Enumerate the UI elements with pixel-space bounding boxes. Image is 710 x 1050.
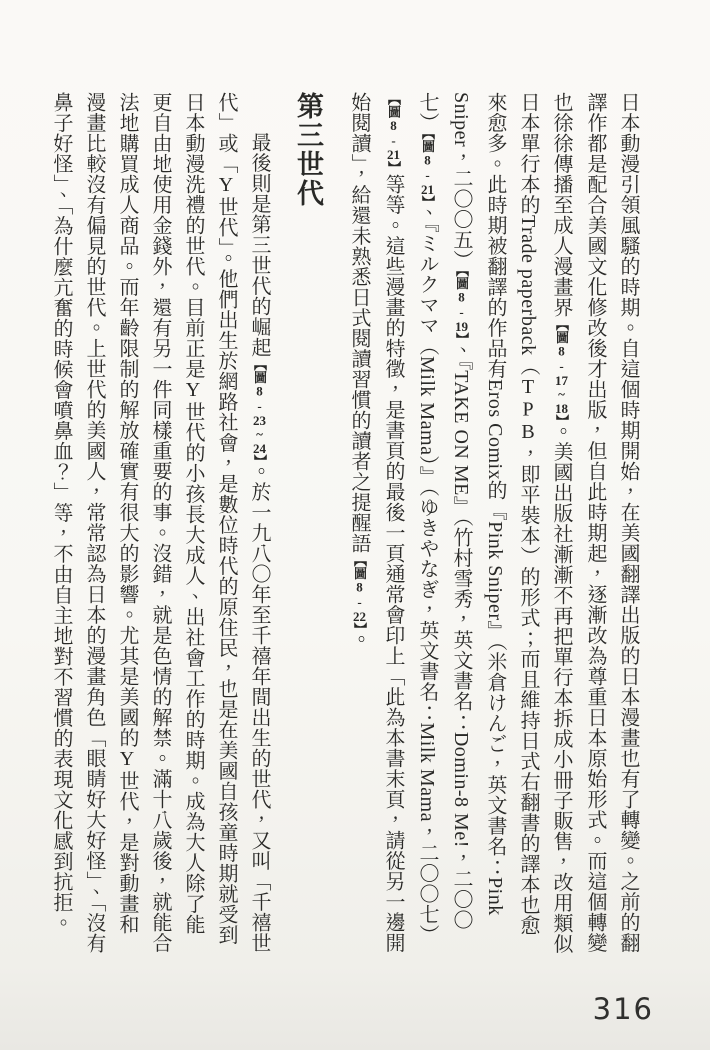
upright-latin: TPB [517,376,539,444]
figure-ref-number: 18 [555,401,568,415]
figure-ref: 【圖8-23~24】 [252,357,267,461]
page-number: 316 [592,992,654,1026]
paragraph: 日本動漫引領風騷的時期。自這個時期開始，在美國翻譯出版的日本漫畫也有了轉變。之前的翻譯作都是配合美國文化修改後才出版，但自此時期起，逐漸改為尊重日本原始形式。而這個轉變也徐徐傳播至成人漫畫界【圖8-17~18】。美國出版社漸漸不再把單行本拆成小冊子販售，改用類似日本單行本的Trade paperback（TPB，即平裝本）的形式；而且維持日式右翻書的譯本也愈來愈多。此時期被翻譯的作品有Eros Comix的『Pink Sniper』（米倉けんご，英文書名：Pink Sniper，二〇〇五）【圖8-19】、『TAKE ON ME』（竹村雪秀，英文書名：Domin-8 Me!，二〇〇七）【圖8-21】、『ミルクママ（Milk Mama）』（ゆきやなぎ，英文書名：Milk Mama，二〇〇七）【圖8-21】等等。這些漫畫的特徵，是書頁的最後一頁通常會印上「此為本書末頁，請從另一邊開始閱讀」，給還未熟悉日式閱讀習慣的讀者之提醒語【圖8-22】。 [348,92,639,954]
figure-ref: 【圖8-19】 [454,270,469,340]
figure-ref-number: 22 [353,609,366,623]
figure-ref: 【圖8-21】 [386,92,401,174]
figure-ref-number: 23 [253,413,266,427]
section-heading: 第三世代 [293,92,323,208]
figure-ref: 【圖8-22】 [352,553,367,629]
figure-ref-number: 21 [421,182,434,196]
figure-ref-number: 24 [253,441,266,455]
figure-ref-number: 19 [455,319,468,333]
upright-latin: Y [215,174,237,197]
upright-latin: Y [182,379,204,402]
upright-latin: Y [116,748,138,771]
page-body [50,92,644,954]
paragraph: 最後則是第三世代的崛起【圖8-23~24】。於一九八〇年至千禧年間出生的世代，又叫「千禧世代」或「Y世代」。他們出生於網路社會，是數位時代的原住民，也是在美國自孩童時期就受到日本動漫洗禮的世代。目前正是Y世代的小孩長大成人、出社會工作的時期。成為大人除了能更自由地使用金錢外，還有另一件同樣重要的事。沒錯，就是色情的解禁。滿十八歲後，就能合法地購買成人商品。而年齡限制的解放確實有很大的影響。尤其是美國的Y世代，是對動畫和漫畫比較沒有偏見的世代。上世代的美國人，常常認為日本的漫畫角色「眼睛好大好怪」、「沒有鼻子好怪」、「為什麼亢奮的時候會噴鼻血？」等，不由自主地對不習慣的表現文化感到抗拒。 [50,92,270,954]
figure-ref: 【圖8-17~18】 [554,317,569,421]
figure-ref-number: 21 [387,148,400,161]
figure-ref: 【圖8-21】 [420,133,435,202]
figure-ref-number: 17 [555,373,568,387]
